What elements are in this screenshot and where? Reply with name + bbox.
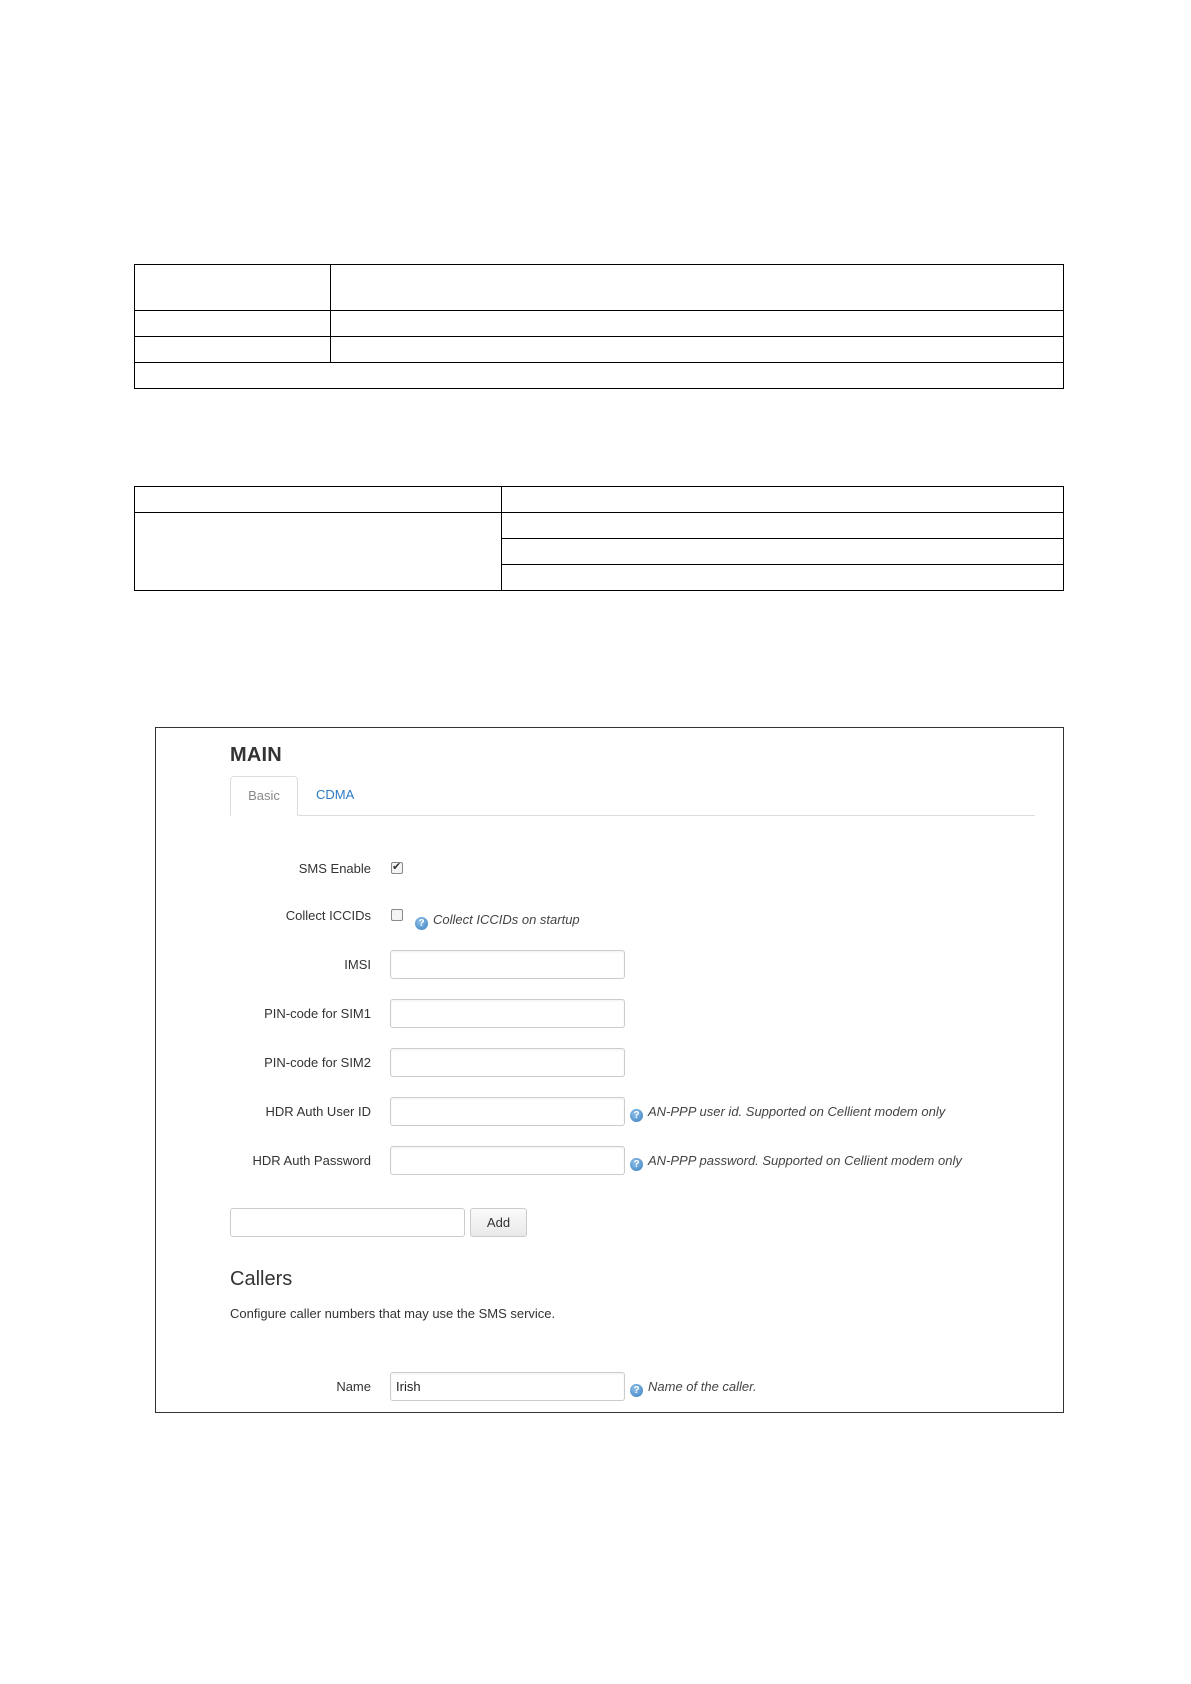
- collect-iccids-help-text: Collect ICCIDs on startup: [433, 912, 580, 927]
- tab-cdma[interactable]: CDMA: [316, 787, 355, 802]
- sms-enable-checkbox[interactable]: [391, 862, 403, 874]
- help-icon: ?: [630, 1384, 643, 1397]
- table-cell: [502, 565, 1064, 591]
- table-cell: [135, 337, 331, 363]
- caller-name-row: [156, 1372, 1065, 1402]
- add-button[interactable]: Add: [470, 1208, 527, 1237]
- sms-enable-label: SMS Enable: [298, 861, 371, 876]
- callers-title: Callers: [230, 1268, 293, 1290]
- collect-iccids-help: [415, 905, 580, 935]
- hdr-password-help: [630, 1146, 962, 1176]
- hdr-password-label: HDR Auth Password: [252, 1153, 371, 1168]
- hdr-user-input[interactable]: [390, 1097, 625, 1126]
- caller-name-label: Name: [336, 1379, 371, 1394]
- caller-name-help: [630, 1372, 757, 1402]
- collect-iccids-label: Collect ICCIDs: [285, 908, 371, 923]
- table-cell: [135, 487, 502, 513]
- tab-basic[interactable]: Basic: [230, 776, 298, 816]
- caller-name-help-text: Name of the caller.: [648, 1379, 757, 1394]
- pin-sim1-input[interactable]: [390, 999, 625, 1028]
- imsi-row: [156, 950, 1065, 980]
- caller-name-input[interactable]: Irish: [390, 1372, 625, 1401]
- hdr-user-label: HDR Auth User ID: [265, 1104, 371, 1119]
- table-cell: [135, 363, 1064, 389]
- table-cell: [135, 513, 502, 591]
- hdr-user-help-text: AN-PPP user id. Supported on Cellient modem only: [648, 1104, 946, 1119]
- table-cell: [331, 265, 1064, 311]
- table-cell: [502, 513, 1064, 539]
- table-cell: [331, 337, 1064, 363]
- imsi-label: IMSI: [344, 957, 371, 972]
- hdr-password-input[interactable]: [390, 1146, 625, 1175]
- help-icon: ?: [415, 917, 428, 930]
- table-cell: [135, 265, 331, 311]
- collect-iccids-row: [156, 901, 1065, 931]
- pin-sim2-row: [156, 1048, 1065, 1078]
- pin-sim1-row: [156, 999, 1065, 1029]
- table-cell: [502, 539, 1064, 565]
- section-title: MAIN: [230, 744, 282, 766]
- hdr-user-row: [156, 1097, 1065, 1127]
- table-cell: [331, 311, 1064, 337]
- imsi-input[interactable]: [390, 950, 625, 979]
- sms-enable-row: [156, 854, 1065, 884]
- hdr-user-help: [630, 1097, 945, 1127]
- pin-sim2-label: PIN-code for SIM2: [264, 1055, 371, 1070]
- document-table-2: [134, 486, 1064, 591]
- collect-iccids-checkbox[interactable]: [391, 909, 403, 921]
- callers-description: Configure caller numbers that may use the SMS service.: [230, 1306, 556, 1321]
- tab-bar: [230, 776, 1035, 816]
- hdr-password-row: [156, 1146, 1065, 1176]
- pin-sim1-label: PIN-code for SIM1: [264, 1006, 371, 1021]
- add-section-input[interactable]: [230, 1208, 465, 1237]
- pin-sim2-input[interactable]: [390, 1048, 625, 1077]
- hdr-password-help-text: AN-PPP password. Supported on Cellient modem only: [648, 1153, 962, 1168]
- table-cell: [502, 487, 1064, 513]
- screenshot-frame: [155, 727, 1064, 1413]
- help-icon: ?: [630, 1158, 643, 1171]
- help-icon: ?: [630, 1109, 643, 1122]
- document-table-1: [134, 264, 1064, 389]
- table-cell: [135, 311, 331, 337]
